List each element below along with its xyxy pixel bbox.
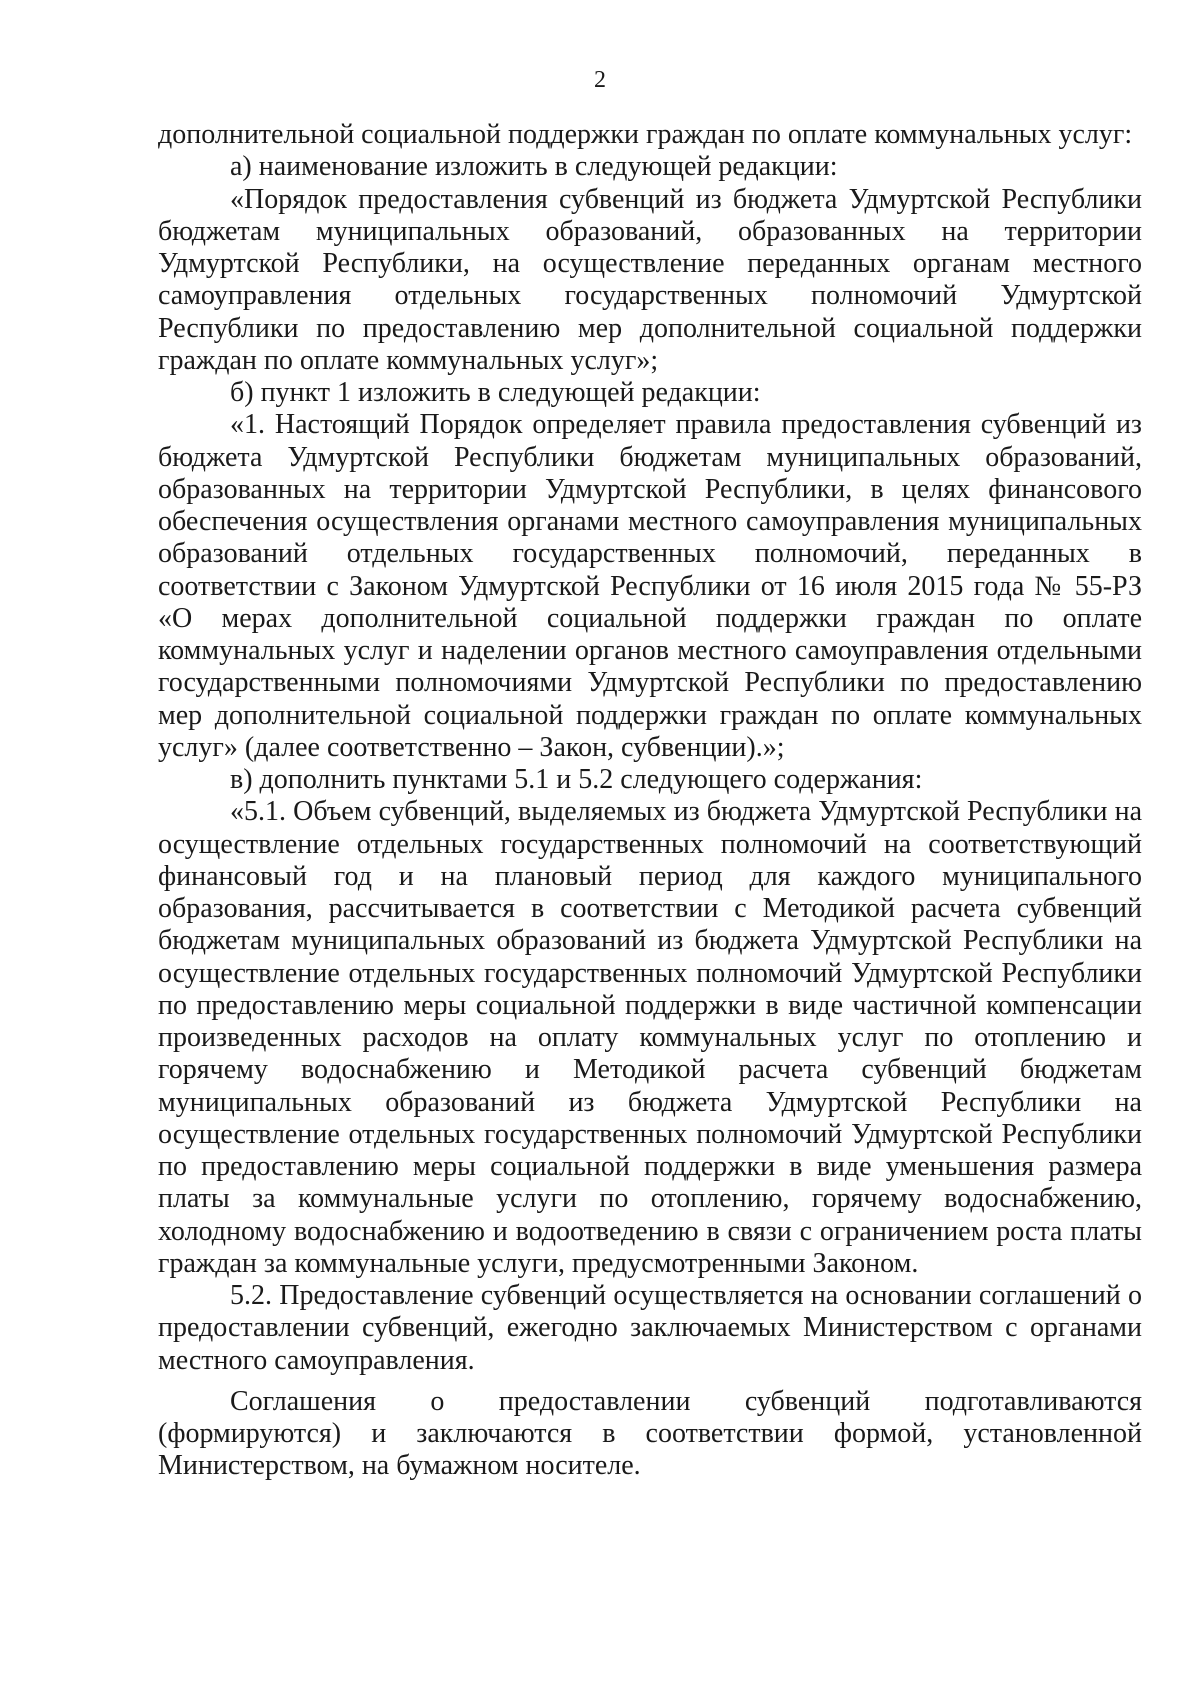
paragraph-new-title: «Порядок предоставления субвенций из бюджета Удмуртской Республики бюджетам муниципальных образований, образованных на территории Удмуртской Республики, на осуществление переданных органам местного самоуправления отдельных государственных полномочий Удмуртской Республики по предоставлению мер дополнительной социальной поддержки граждан по оплате коммунальных услуг»; xyxy=(158,183,1142,376)
page-number: 2 xyxy=(594,67,606,93)
paragraph-point-5-2: 5.2. Предоставление субвенций осуществляется на основании соглашений о предоставлении субвенций, ежегодно заключаемых Министерством с органами местного самоуправления. xyxy=(158,1280,1142,1376)
paragraph-agreements: Соглашения о предоставлении субвенций подготавливаются (формируются) и заключаются в соответствии формой, установленной Министерством, на бумажном носителе. xyxy=(158,1385,1142,1482)
paragraph-item-c: в) дополнить пунктами 5.1 и 5.2 следующего содержания: xyxy=(230,764,923,795)
paragraph-point-1: «1. Настоящий Порядок определяет правила предоставления субвенций из бюджета Удмуртской Республики бюджетам муниципальных образований, образованных на территории Удмуртской Республики, в целях финансового обеспечения осуществления органами местного самоуправления муниципальных образований отдельных государственных полномочий, переданных в соответствии с Законом Удмуртской Республики от 16 июля 2015 года № 55-РЗ «О мерах дополнительной социальной поддержки граждан по оплате коммунальных услуг и наделении органов местного самоуправления отдельными государственными полномочиями Удмуртской Республики по предоставлению мер дополнительной социальной поддержки граждан по оплате коммунальных услуг» (далее соответственно – Закон, субвенции).»; xyxy=(158,409,1142,763)
paragraph-point-5-1: «5.1. Объем субвенций, выделяемых из бюджета Удмуртской Республики на осуществление отдельных государственных полномочий на соответствующий финансовый год и на плановый период для каждого муниципального образования, рассчитывается в соответствии с Методикой расчета субвенций бюджетам муниципальных образований из бюджета Удмуртской Республики на осуществление отдельных государственных полномочий Удмуртской Республики по предоставлению меры социальной поддержки в виде частичной компенсации произведенных расходов на оплату коммунальных услуг по отоплению и горячему водоснабжению и Методикой расчета субвенций бюджетам муниципальных образований из бюджета Удмуртской Республики на осуществление отдельных государственных полномочий Удмуртской Республики по предоставлению меры социальной поддержки в виде уменьшения размера платы за коммунальные услуги по отоплению, горячему водоснабжению, холодному водоснабжению и водоотведению в связи с ограничением роста платы граждан за коммунальные услуги, предусмотренными Законом. xyxy=(158,796,1142,1279)
document-body xyxy=(158,119,1142,1483)
paragraph-item-b: б) пункт 1 изложить в следующей редакции: xyxy=(230,377,761,408)
paragraph-item-a: а) наименование изложить в следующей редакции: xyxy=(230,151,838,183)
paragraph-continuation: дополнительной социальной поддержки граждан по оплате коммунальных услуг: xyxy=(158,119,1133,150)
